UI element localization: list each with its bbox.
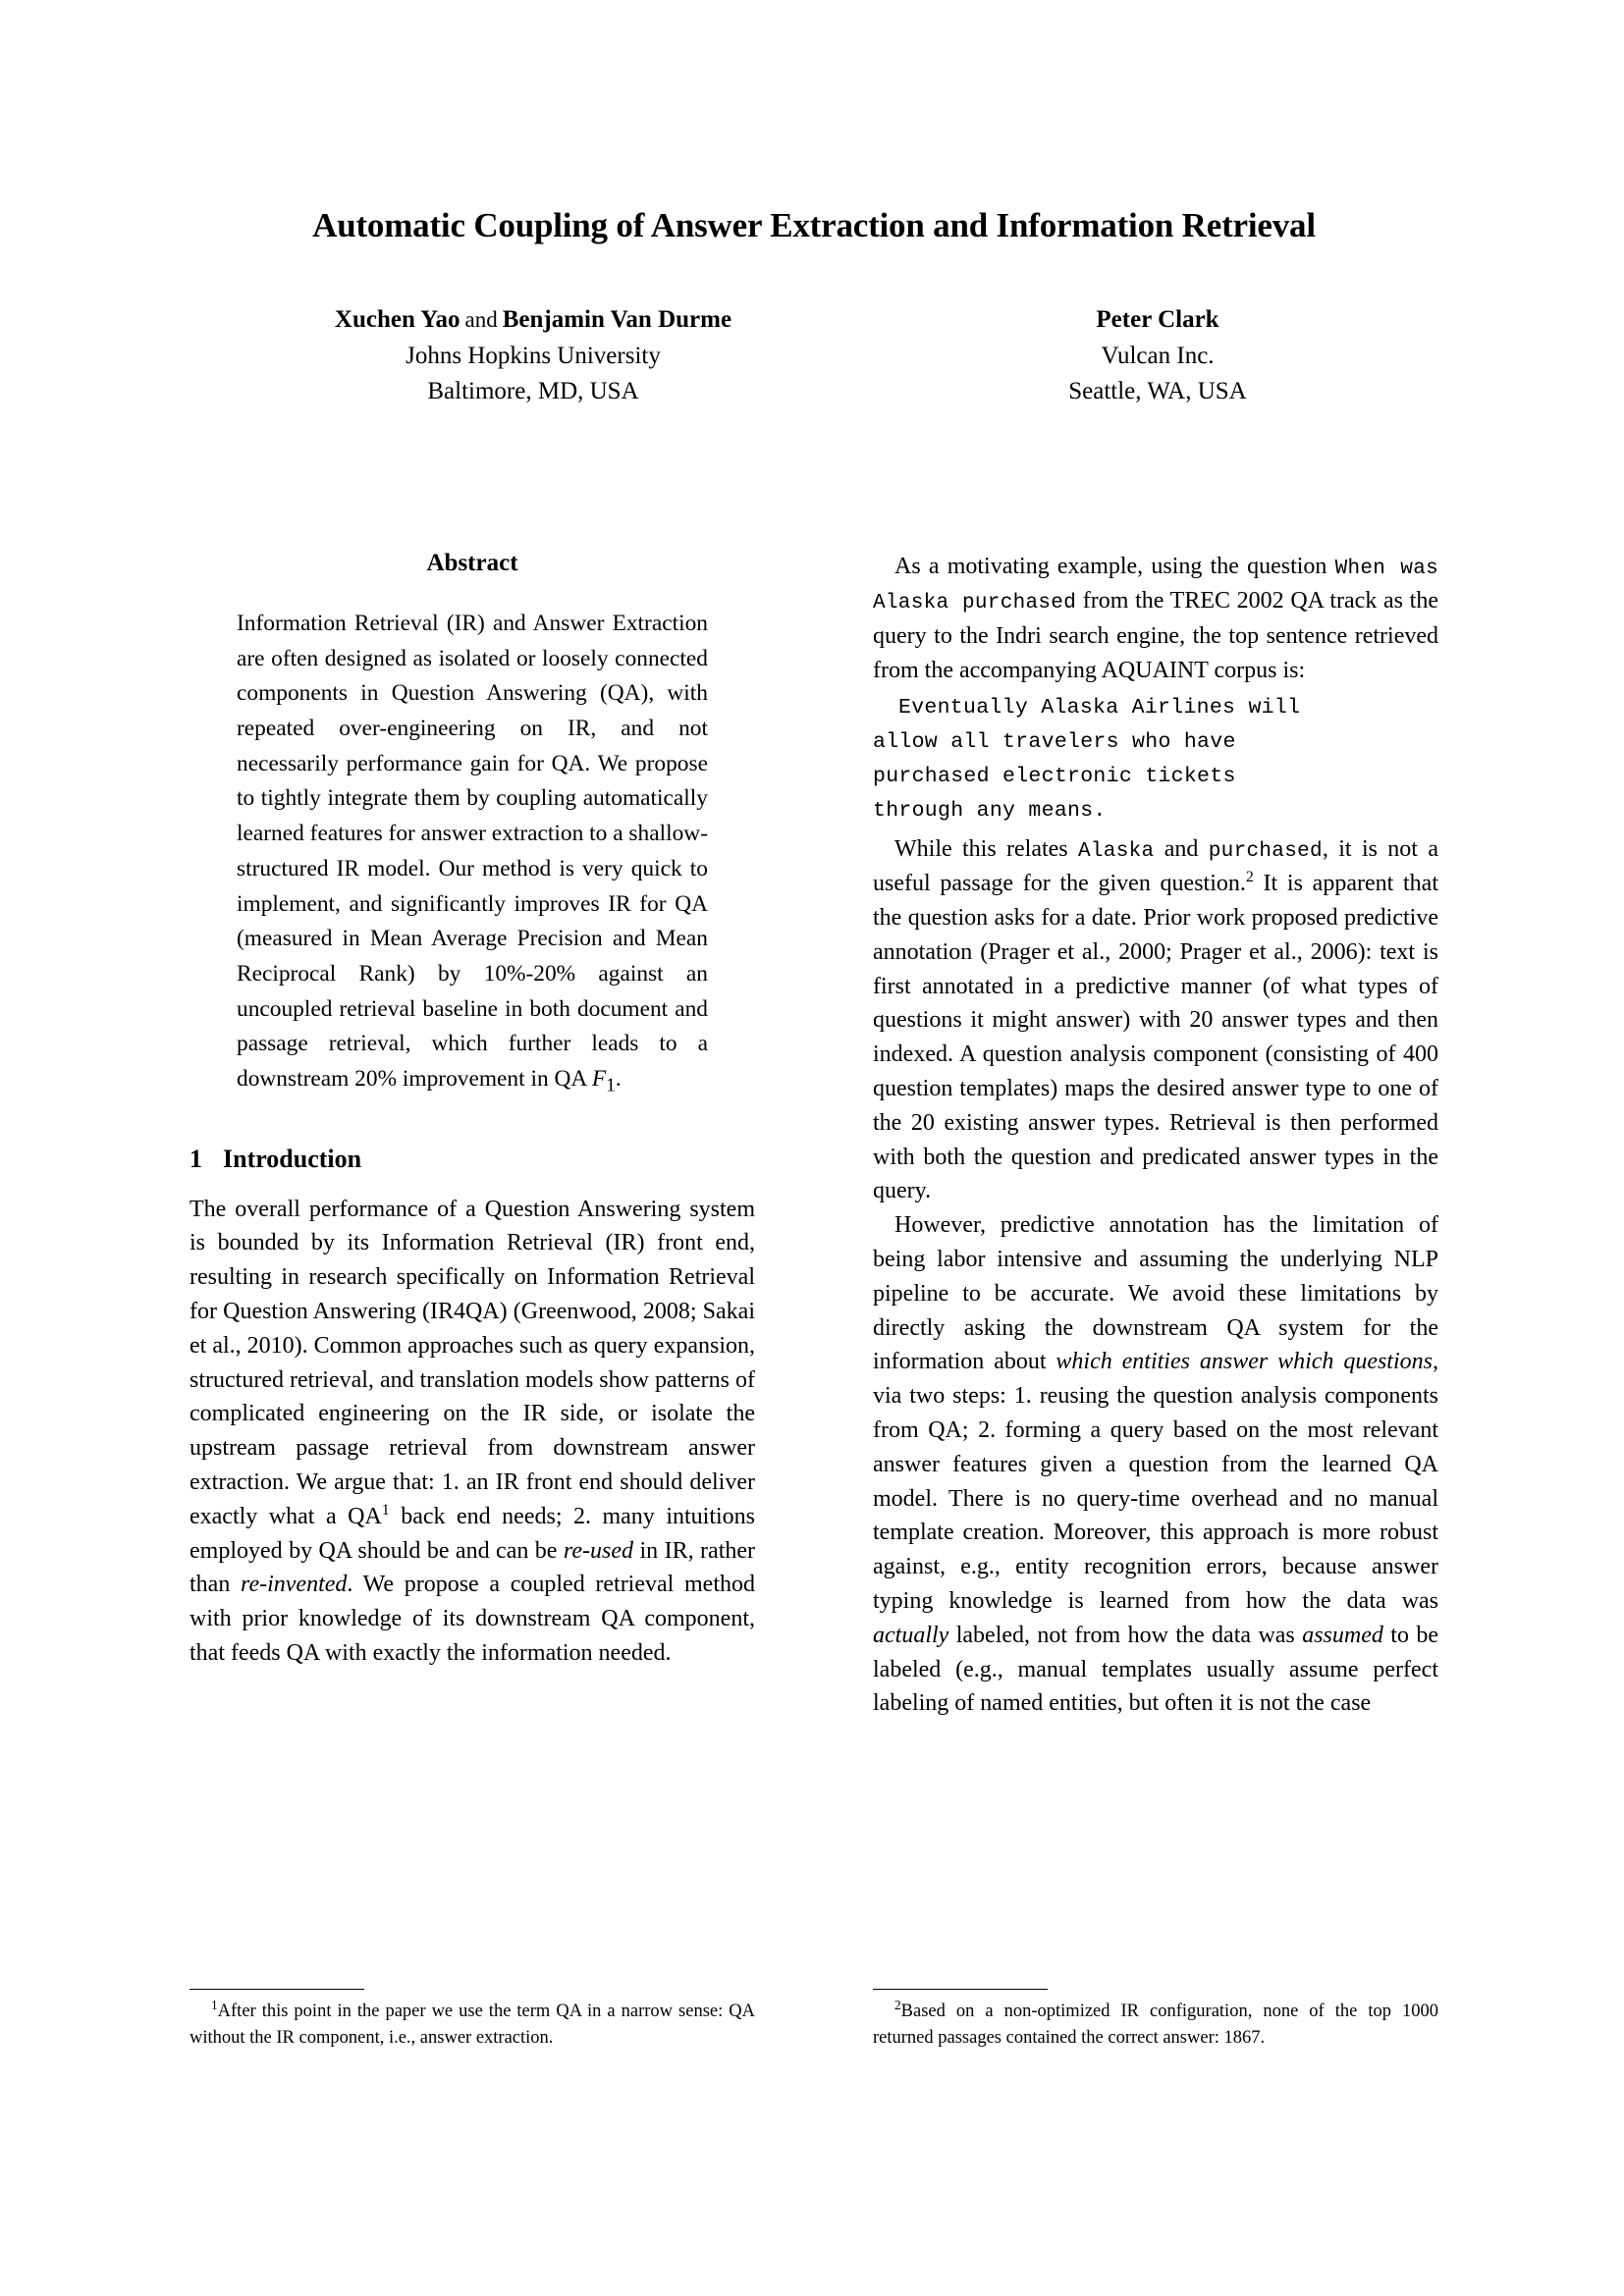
abstract-part-3: . <box>615 1065 622 1092</box>
affiliation-2: Vulcan Inc. <box>1101 342 1215 369</box>
footnote-2-text: Based on a non-optimized IR configuration, none of the top 1000 returned passages contained the correct answer: 1867. <box>873 2002 1438 2048</box>
author-group-1 <box>189 302 877 410</box>
para4-italic-actually: actually <box>873 1622 949 1648</box>
abstract-percent: 10%-20% <box>483 960 576 987</box>
paragraph-however-limitations <box>873 1208 1438 1721</box>
footnote-marker-2[interactable]: 2 <box>1245 869 1254 886</box>
para1-part-d: . We propose a coupled retrieval method with prior knowledge of its downstream QA component, that feeds QA with exactly the information needed. <box>189 1572 755 1666</box>
footnote-area-left <box>189 1989 755 2052</box>
quote-line-2: allow all travelers who have <box>873 730 1236 755</box>
footnote-1-marker: 1 <box>211 1997 218 2012</box>
retrieved-sentence-quote <box>873 691 1438 828</box>
abstract-f1-symbol: F <box>591 1065 607 1092</box>
author-name-clark: Peter Clark <box>1096 306 1219 333</box>
para2-part-b: from the TREC 2002 QA track as the query to the Indri search engine, the top sentence retrieved from the accompanying AQUAINT corpus is: <box>873 588 1438 683</box>
para4-part-d: to be labeled (e.g., manual templates usually assume perfect labeling of named entities, but often it is not the case <box>873 1622 1439 1717</box>
para3-mono-purchased: purchased <box>1208 839 1323 863</box>
quote-line-1: Eventually Alaska Airlines will <box>898 696 1301 721</box>
footnote-area-right <box>873 1989 1438 2052</box>
quote-line-4: through any means. <box>873 798 1107 823</box>
quote-line-3: purchased electronic tickets <box>873 765 1236 789</box>
section-title: Introduction <box>223 1145 362 1174</box>
footnote-1-text: After this point in the paper we use the term QA in a narrow sense: QA without the IR component, i.e., answer extraction. <box>189 2002 755 2048</box>
para1-part-b: back end needs; 2. many intuitions employed by QA should be and can be <box>189 1503 755 1564</box>
para4-italic-which-entities: which entities answer which questions <box>1056 1349 1433 1375</box>
footnote-separator-left <box>189 1989 364 1990</box>
para3-part-b: and <box>1154 835 1209 862</box>
para3-part-a: While this relates <box>894 835 1078 862</box>
para1-part-a: The overall performance of a Question Answering system is bounded by its Information Retrieval (IR) front end, resulting in research specifically on Information Retrieval for Question Answering (IR4QA) (Greenwood, 2008; Sakai et al., 2010). Common approaches such as query expansion, structured retrieval, and translation models show patterns of complicated engineering on the IR side, or isolate the upstream passage retrieval from downstream answer extraction. We argue that: 1. an IR front end should deliver exactly what a QA <box>189 1196 755 1529</box>
affiliation-1: Johns Hopkins University <box>406 342 661 369</box>
abstract-heading: Abstract <box>426 550 518 576</box>
location-1: Baltimore, MD, USA <box>427 378 639 404</box>
left-column <box>189 550 755 1671</box>
abstract-text <box>237 607 708 1100</box>
para1-part-c: in IR, rather than <box>189 1537 756 1598</box>
abstract-part-2: against an uncoupled retrieval baseline in both document and passage retrieval, which further leads to a downstream 20% improvement in QA <box>237 960 709 1092</box>
para3-part-c: , it is not a useful passage for the given question. <box>873 835 1438 897</box>
location-2: Seattle, WA, USA <box>1068 378 1247 404</box>
para4-part-b: , via two steps: 1. reusing the question analysis components from QA; 2. forming a query based on the most relevant answer features given a question from the learned QA model. There is no query-time overhead and no manual template creation. Moreover, this approach is more robust against, e.g., entity recognition errors, because answer typing knowledge is learned from how the data was <box>873 1349 1438 1614</box>
para3-part-d: It is apparent that the question asks for a date. Prior work proposed predictive annotation (Prager et al., 2000; Prager et al., 2006): text is first annotated in a predictive manner (of what types of questions it might answer) with 20 answer types and then indexed. A question analysis component (consisting of 400 question templates) maps the desired answer type to one of the 20 existing answer types. Retrieval is then performed with both the question and predicated answer types in the query. <box>873 871 1438 1204</box>
author-names-1 <box>189 302 877 339</box>
section-number: 1 <box>189 1145 202 1174</box>
author-conjunction: and <box>464 307 498 332</box>
footnote-2-marker: 2 <box>894 1997 901 2012</box>
abstract-f1-subscript: 1 <box>606 1075 616 1096</box>
paper-title: Automatic Coupling of Answer Extraction and Information Retrieval <box>312 206 1316 245</box>
footnote-2 <box>873 1999 1438 2052</box>
paragraph-motivating-example <box>873 550 1438 687</box>
para1-italic-reinvented: re-invented <box>241 1572 348 1598</box>
section-heading-introduction <box>189 1144 755 1174</box>
para4-part-c: labeled, not from how the data was <box>948 1622 1303 1648</box>
paragraph-while-this-relates <box>873 832 1438 1208</box>
para3-mono-alaska: Alaska <box>1078 839 1155 863</box>
paragraph-intro-1 <box>189 1193 755 1671</box>
para2-part-a: As a motivating example, using the question <box>894 554 1335 579</box>
abstract-section <box>189 550 755 1100</box>
para2-query-mono: When was Alaska purchased <box>873 558 1438 615</box>
author-name-yao: Xuchen Yao <box>334 306 460 333</box>
author-name-vandurme: Benjamin Van Durme <box>502 306 732 333</box>
footnote-separator-right <box>873 1989 1048 1990</box>
abstract-part-1: Information Retrieval (IR) and Answer Extraction are often designed as isolated or loosely connected components in Question Answering (QA), with repeated over-engineering on IR, and not necessarily performance gain for QA. We propose to tightly integrate them by coupling automatically learned features for answer extraction to a shallow-structured IR model. Our method is very quick to implement, and significantly improves IR for QA (measured in Mean Average Precision and Mean Reciprocal Rank) by <box>237 611 708 987</box>
para1-italic-reused: re-used <box>563 1537 634 1564</box>
author-group-2 <box>877 302 1438 410</box>
para4-part-a: However, predictive annotation has the limitation of being labor intensive and assuming the underlying NLP pipeline to be accurate. We avoid these limitations by directly asking the downstream QA system for the information about <box>873 1212 1438 1375</box>
right-column <box>873 550 1438 1721</box>
author-block <box>189 302 1438 410</box>
footnote-1 <box>189 1999 755 2052</box>
footnote-marker-1[interactable]: 1 <box>381 1501 390 1519</box>
para4-italic-assumed: assumed <box>1302 1622 1383 1648</box>
